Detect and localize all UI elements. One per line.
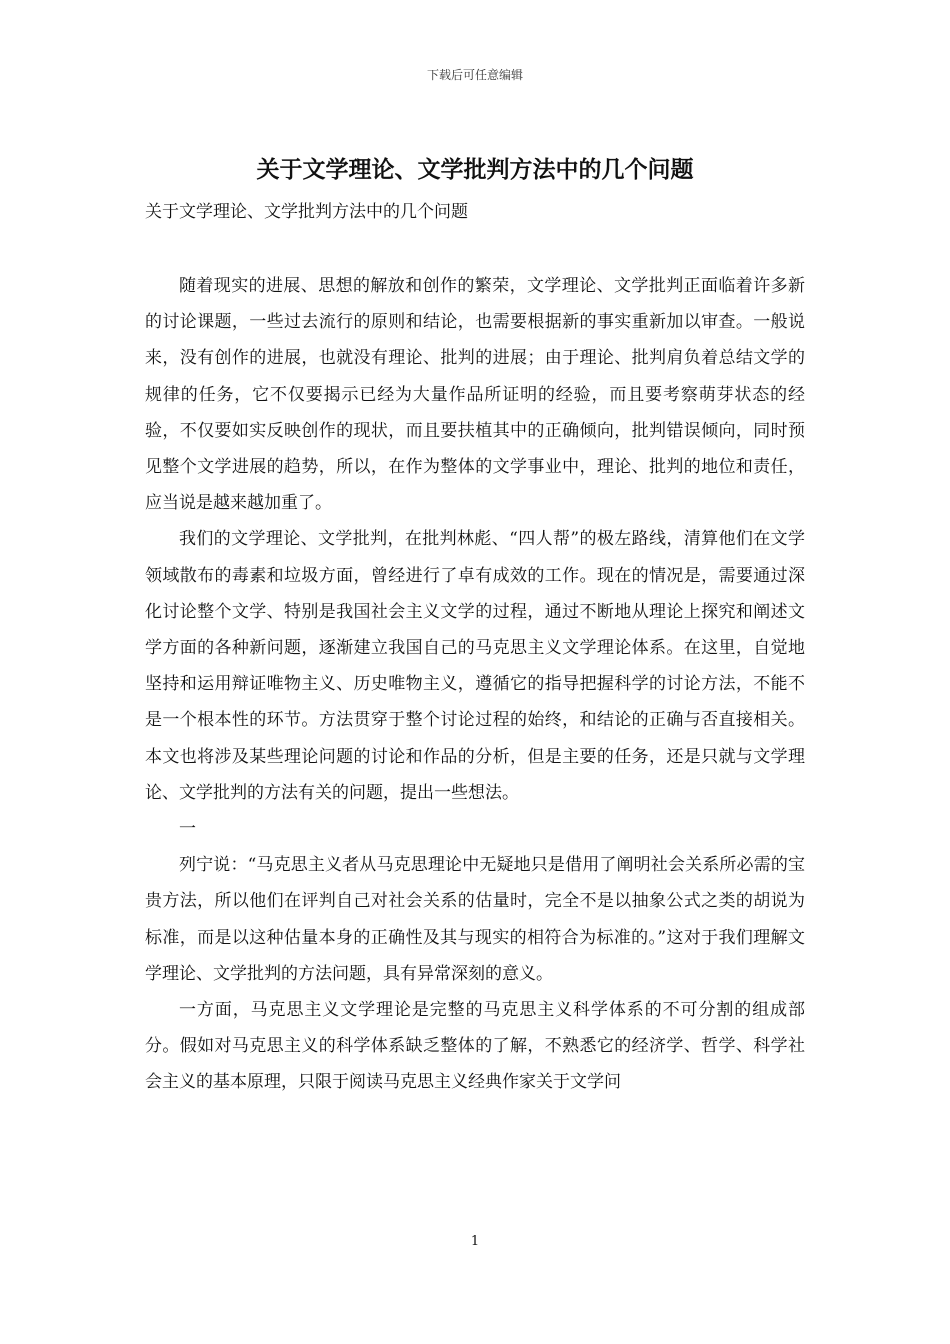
document-body: [145, 268, 805, 1101]
paragraph-2: 我们的文学理论、文学批判，在批判林彪、“四人帮”的极左路线，清算他们在文学领域散布的毒素和垃圾方面，曾经进行了卓有成效的工作。现在的情况是，需要通过深化讨论整个文学、特别是我国社会主义文学的过程，通过不断地从理论上探究和阐述文学方面的各种新问题，逐渐建立我国自己的马克思主义文学理论体系。在这里，自觉地坚持和运用辩证唯物主义、历史唯物主义，遵循它的指导把握科学的讨论方法，不能不是一个根本性的环节。方法贯穿于整个讨论过程的始终，和结论的正确与否直接相关。本文也将涉及某些理论问题的讨论和作品的分析，但是主要的任务，还是只就与文学理论、文学批判的方法有关的问题，提出一些想法。: [145, 529, 805, 803]
section-heading-one: 一: [179, 819, 196, 840]
document-title: 关于文学理论、文学批判方法中的几个问题: [256, 156, 694, 183]
header-note: 下载后可任意编辑: [426, 68, 523, 82]
paragraph-4: 一方面，马克思主义文学理论是完整的马克思主义科学体系的不可分割的组成部分。假如对马克思主义的科学体系缺乏整体的了解，不熟悉它的经济学、哲学、科学社会主义的基本原理，只限于阅读马克思主义经典作家关于文学问: [145, 1000, 805, 1093]
document-subtitle: 关于文学理论、文学批判方法中的几个问题: [145, 202, 468, 222]
paragraph-1: 随着现实的进展、思想的解放和创作的繁荣，文学理论、文学批判正面临着许多新的讨论课题，一些过去流行的原则和结论，也需要根据新的事实重新加以审查。一般说来，没有创作的进展，也就没有理论、批判的进展；由于理论、批判肩负着总结文学的规律的任务，它不仅要揭示已经为大量作品所证明的经验，而且要考察萌芽状态的经验，不仅要如实反映创作的现状，而且要扶植其中的正确倾向，批判错误倾向，同时预见整个文学进展的趋势，所以，在作为整体的文学事业中，理论、批判的地位和责任，应当说是越来越加重了。: [145, 276, 805, 514]
page-number: 1: [470, 1234, 480, 1249]
paragraph-3: 列宁说：“马克思主义者从马克思理论中无疑地只是借用了阐明社会关系所必需的宝贵方法，所以他们在评判自己对社会关系的估量时，完全不是以抽象公式之类的胡说为标准，而是以这种估量本身的正确性及其与现实的相符合为标准的。”这对于我们理解文学理论、文学批判的方法问题，具有异常深刻的意义。: [145, 855, 805, 984]
